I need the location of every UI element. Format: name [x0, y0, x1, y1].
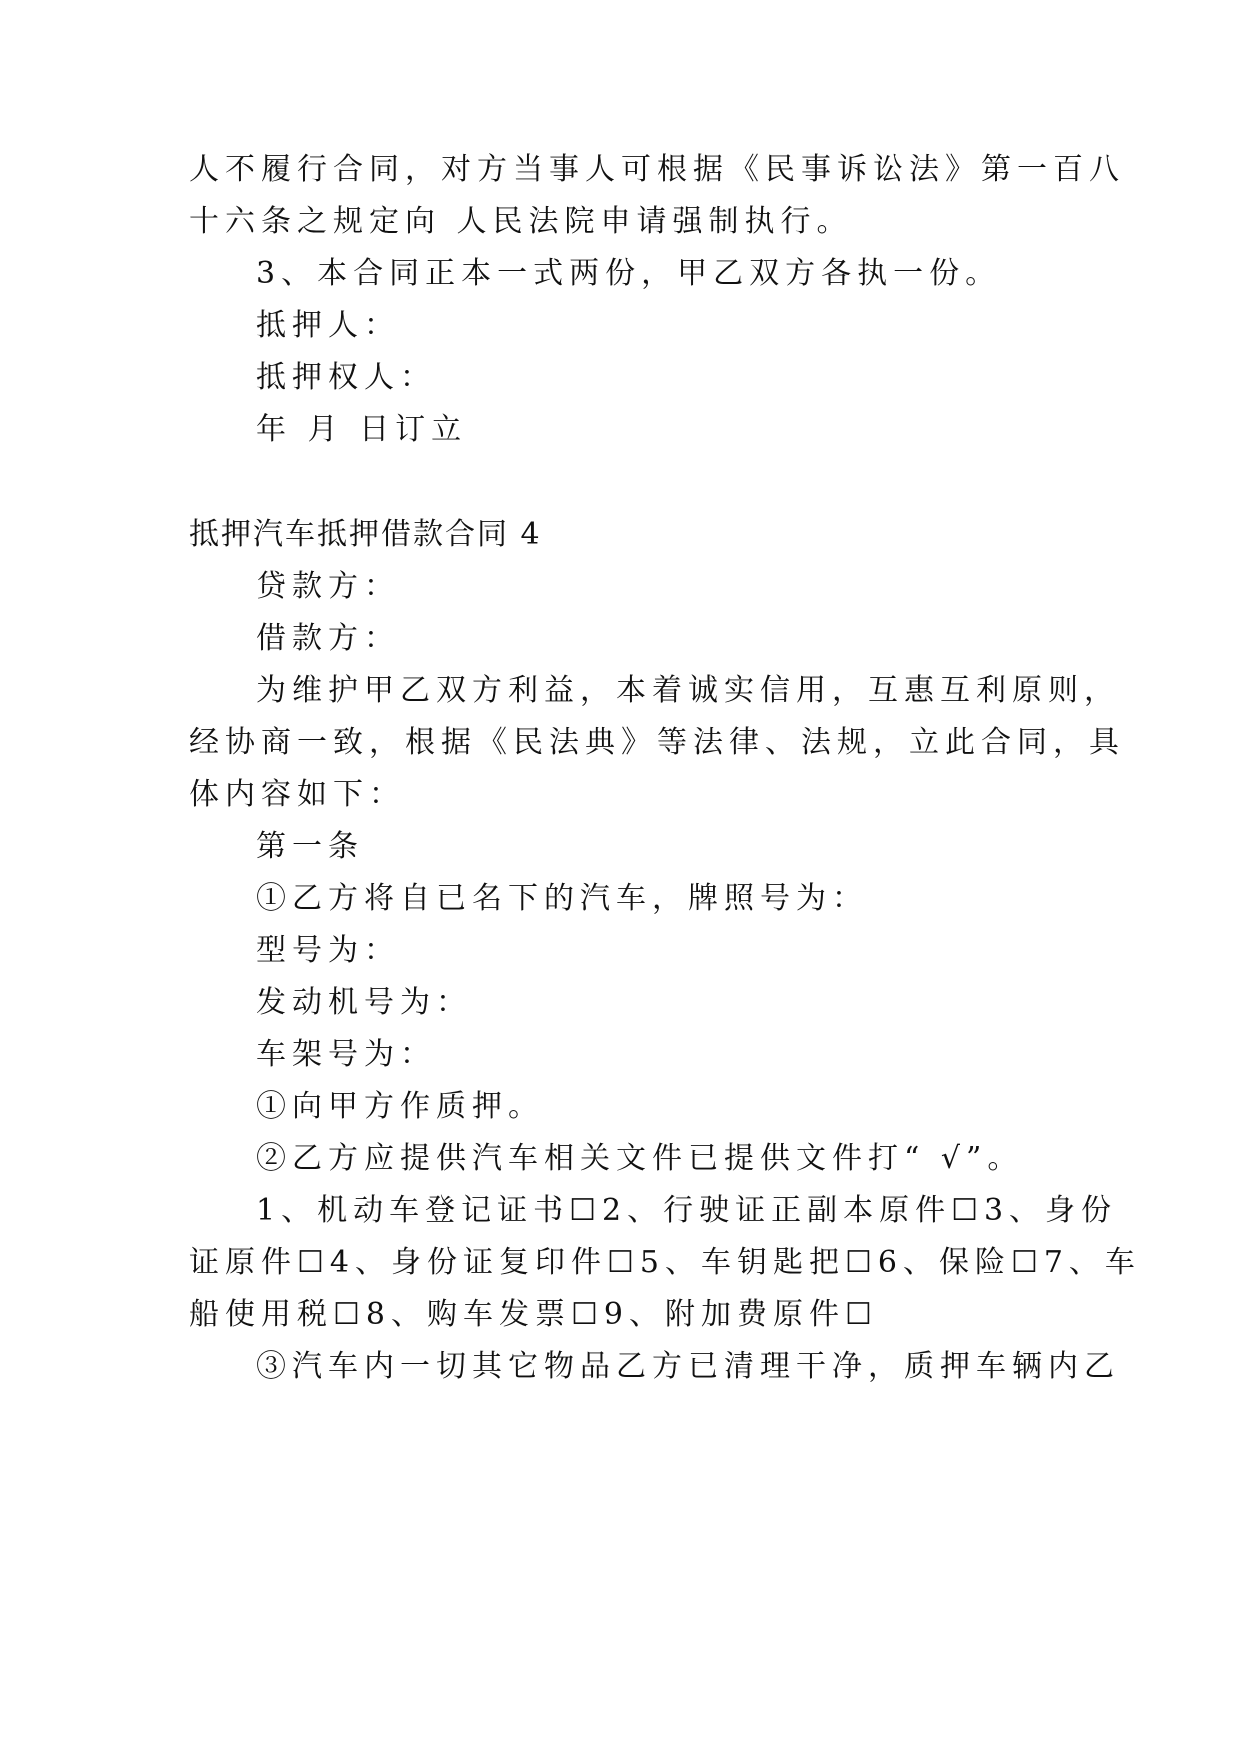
- section-title: 抵押汽车抵押借款合同 4: [189, 517, 542, 552]
- document-checklist-line: 1、机动车登记证书☐2、行驶证正副本原件☐3、身份: [256, 1193, 1118, 1228]
- signature-label-mortgagee: 抵押权人：: [256, 360, 436, 395]
- text-line: 人不履行合同，对方当事人可根据《民事诉讼法》第一百八: [189, 152, 1125, 187]
- text-line: 十六条之规定向 人民法院申请强制执行。: [189, 204, 853, 239]
- article-heading: 第一条: [256, 829, 364, 864]
- text-line: ①向甲方作质押。: [256, 1089, 544, 1124]
- document-checklist-line: 船使用税☐8、购车发票☐9、附加费原件☐: [189, 1297, 878, 1332]
- text-line: ①乙方将自已名下的汽车，牌照号为：: [256, 881, 868, 916]
- text-line: ③汽车内一切其它物品乙方已清理干净，质押车辆内乙: [256, 1349, 1120, 1384]
- date-line: 年 月 日订立: [256, 412, 468, 447]
- text-line: 体内容如下：: [189, 777, 405, 812]
- signature-label-mortgagor: 抵押人：: [256, 308, 400, 343]
- text-line: 为维护甲乙双方利益，本着诚实信用，互惠互利原则，: [256, 673, 1120, 708]
- text-line: 3、本合同正本一式两份，甲乙双方各执一份。: [256, 256, 1002, 291]
- field-label-frame-number: 车架号为：: [256, 1037, 436, 1072]
- document-checklist-line: 证原件☐4、身份证复印件☐5、车钥匙把☐6、保险☐7、车: [189, 1245, 1141, 1280]
- field-label-engine-number: 发动机号为：: [256, 985, 472, 1020]
- field-label-model: 型号为：: [256, 933, 400, 968]
- party-borrower-label: 借款方：: [256, 621, 400, 656]
- text-line: ②乙方应提供汽车相关文件已提供文件打“ √”。: [256, 1141, 1024, 1176]
- text-line: 经协商一致，根据《民法典》等法律、法规，立此合同，具: [189, 725, 1125, 760]
- party-lender-label: 贷款方：: [256, 569, 400, 604]
